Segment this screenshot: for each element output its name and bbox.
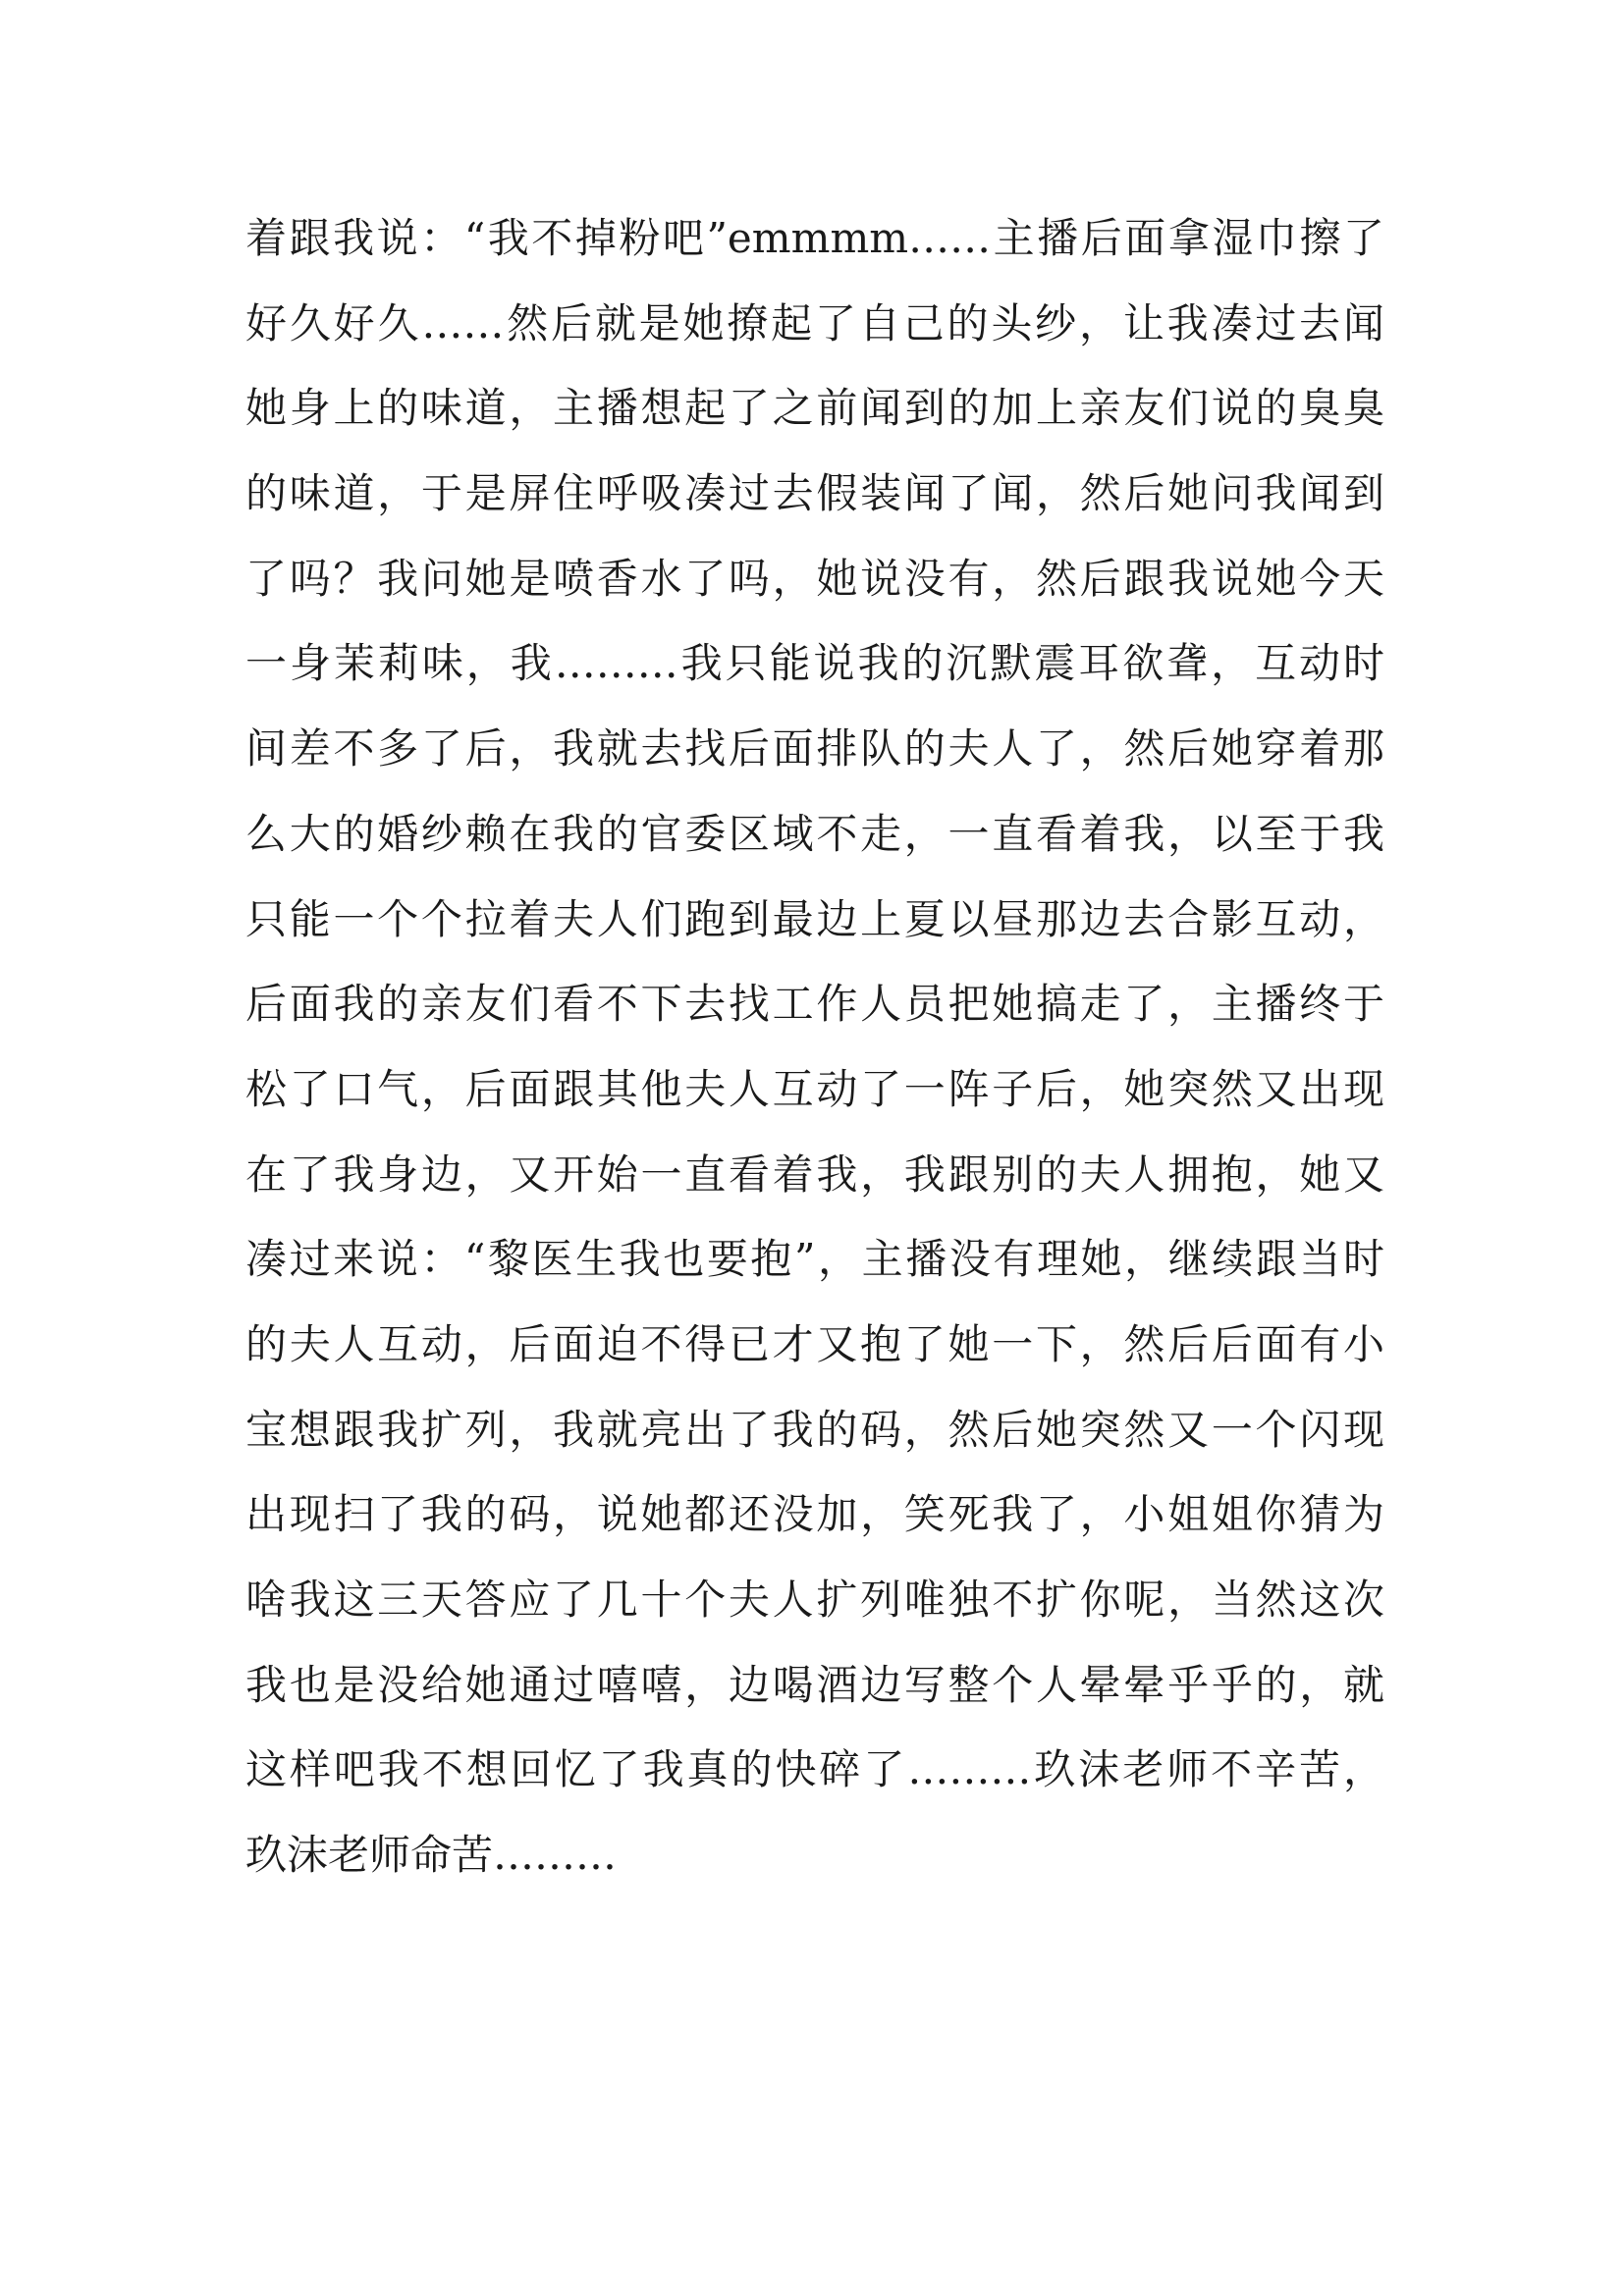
text-line: 一身茉莉味，我………我只能说我的沉默震耳欲聋，互动时 — [245, 639, 1384, 688]
text-line: 的夫人互动，后面迫不得已才又抱了她一下，然后后面有小 — [245, 1319, 1384, 1368]
text-line: 玖沫老师命苦……… — [245, 1831, 618, 1880]
text-line: 在了我身边，又开始一直看着我，我跟别的夫人拥抱，她又 — [245, 1149, 1384, 1199]
text-line: 好久好久……然后就是她撩起了自己的头纱，让我凑过去闻 — [245, 298, 1384, 347]
text-line: 的味道，于是屏住呼吸凑过去假装闻了闻，然后她问我闻到 — [245, 469, 1384, 518]
text-line: 着跟我说：“我不掉粉吧”emmmm……主播后面拿湿巾擦了 — [245, 214, 1384, 262]
body-text — [245, 196, 1384, 1898]
text-line: 出现扫了我的码，说她都还没加，笑死我了，小姐姐你猜为 — [245, 1490, 1384, 1539]
text-line: 她身上的味道，主播想起了之前闻到的加上亲友们说的臭臭 — [245, 384, 1384, 433]
text-line: 后面我的亲友们看不下去找工作人员把她搞走了，主播终于 — [245, 980, 1384, 1029]
text-line: 这样吧我不想回忆了我真的快碎了………玖沫老师不辛苦， — [245, 1745, 1384, 1794]
text-line: 间差不多了后，我就去找后面排队的夫人了，然后她穿着那 — [245, 724, 1384, 774]
text-line: 啥我这三天答应了几十个夫人扩列唯独不扩你呢，当然这次 — [245, 1575, 1384, 1624]
text-line: 松了口气，后面跟其他夫人互动了一阵子后，她突然又出现 — [245, 1064, 1384, 1113]
text-line: 么大的婚纱赖在我的官委区域不走，一直看着我，以至于我 — [245, 809, 1384, 858]
text-line: 了吗？我问她是喷香水了吗，她说没有，然后跟我说她今天 — [245, 554, 1384, 603]
text-line: 我也是没给她通过嘻嘻，边喝酒边写整个人晕晕乎乎的，就 — [245, 1660, 1384, 1709]
text-line: 宝想跟我扩列，我就亮出了我的码，然后她突然又一个闪现 — [245, 1405, 1384, 1454]
text-line: 凑过来说：“黎医生我也要抱”，主播没有理她，继续跟当时 — [245, 1235, 1384, 1284]
text-line: 只能一个个拉着夫人们跑到最边上夏以昼那边去合影互动， — [245, 894, 1384, 943]
